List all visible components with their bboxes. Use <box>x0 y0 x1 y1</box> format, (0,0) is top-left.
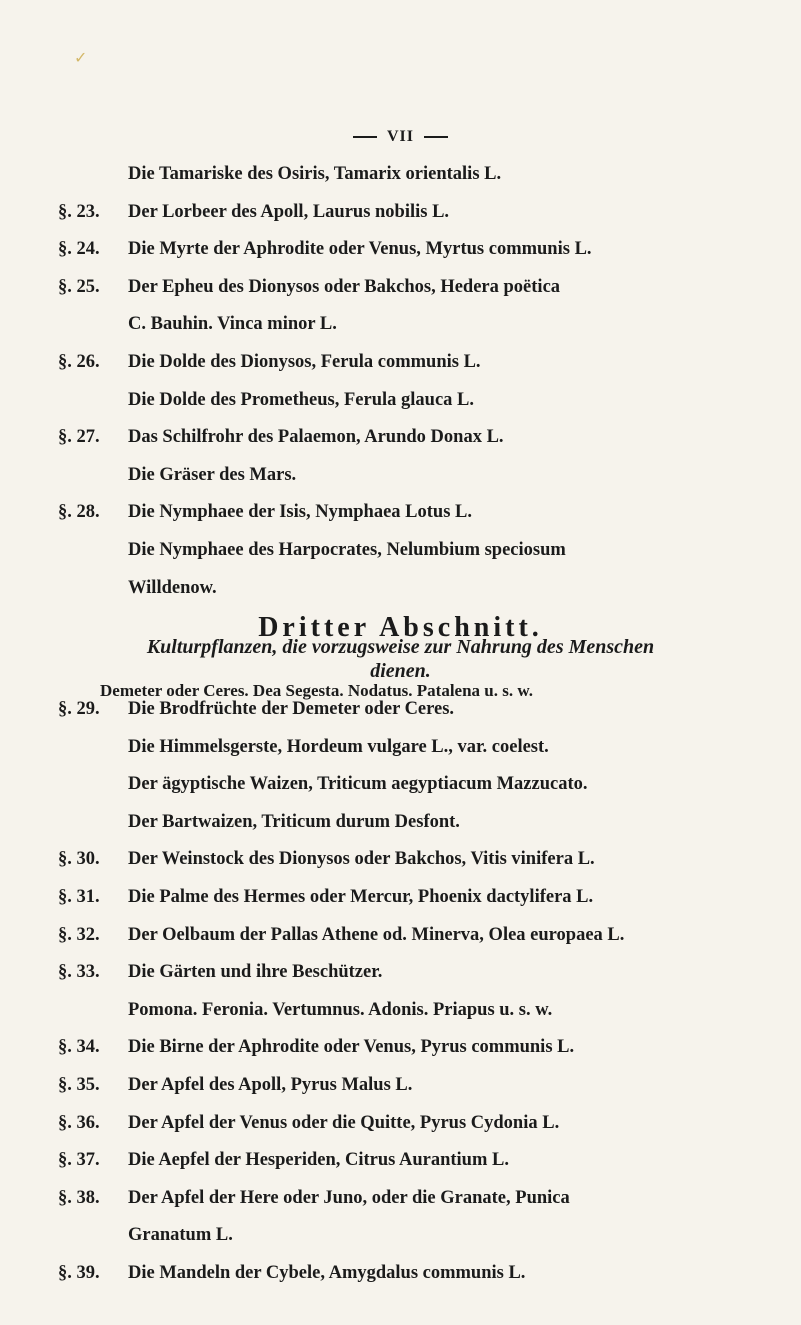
section-number: §. 34. <box>58 1037 100 1058</box>
entry-text: Der Apfel der Venus oder die Quitte, Pyrus Cydonia L. <box>128 1112 560 1133</box>
entry-text: Die Dolde des Prometheus, Ferula glauca L. <box>128 389 474 410</box>
section-number: §. 26. <box>58 352 100 372</box>
entry-text: Die Myrte der Aphrodite oder Venus, Myrtus communis L. <box>128 239 592 260</box>
section-number: §. 29. <box>58 699 100 719</box>
entry-text: Der Epheu des Dionysos oder Bakchos, Hedera poëtica <box>128 276 561 297</box>
section-number: §. 38. <box>58 1187 100 1208</box>
entry-text: Das Schilfrohr des Palaemon, Arundo Donax L. <box>128 427 504 448</box>
entry-text: Die Mandeln der Cybele, Amygdalus communis L. <box>128 1263 526 1283</box>
entry-text: Die Gärten und ihre Beschützer. <box>128 962 383 983</box>
entry-text: Der Apfel des Apoll, Pyrus Malus L. <box>128 1075 413 1095</box>
entry-text: Die Nymphaee der Isis, Nymphaea Lotus L. <box>128 502 472 523</box>
section-intro: Demeter oder Ceres. Dea Segesta. Nodatus. Patalena u. s. w. <box>100 681 533 700</box>
section-subheading: Kulturpflanzen, die vorzugsweise zur Nahrung des Menschen <box>146 636 655 658</box>
section-number: §. 32. <box>58 924 100 945</box>
entry-text: Pomona. Feronia. Vertumnus. Adonis. Priapus u. s. w. <box>128 999 553 1020</box>
entry-text: Der Lorbeer des Apoll, Laurus nobilis L. <box>128 201 450 222</box>
section-number: §. 23. <box>58 201 100 222</box>
entry-text: Die Brodfrüchte der Demeter oder Ceres. <box>128 699 455 719</box>
entry-text: Willdenow. <box>128 577 217 598</box>
section-number: §. 24. <box>58 239 100 260</box>
entry-text: Die Gräser des Mars. <box>128 464 297 485</box>
section-subheading: dienen. <box>370 660 431 682</box>
section-number: §. 30. <box>58 849 100 870</box>
check-mark-icon: ✓ <box>74 50 88 67</box>
section-heading: Dritter Abschnitt. <box>258 612 543 643</box>
entry-text: Die Aepfel der Hesperiden, Citrus Aurantium L. <box>128 1150 509 1171</box>
entry-text: Granatum L. <box>128 1225 233 1246</box>
section-number: §. 27. <box>58 427 100 448</box>
header-dash-right <box>424 136 448 138</box>
entry-text: C. Bauhin. Vinca minor L. <box>128 314 337 335</box>
entry-text: Der Bartwaizen, Triticum durum Desfont. <box>128 811 460 832</box>
section-number: §. 33. <box>58 962 100 983</box>
entry-text: Die Himmelsgerste, Hordeum vulgare L., var. coelest. <box>128 736 549 757</box>
entry-text: Der Apfel der Here oder Juno, oder die Granate, Punica <box>128 1187 570 1208</box>
section-number: §. 35. <box>58 1075 100 1095</box>
entry-text: Die Nymphaee des Harpocrates, Nelumbium speciosum <box>128 540 566 560</box>
entry-text: Der Oelbaum der Pallas Athene od. Minerva, Olea europaea L. <box>128 924 625 945</box>
section-number: §. 28. <box>58 502 100 523</box>
header-dash-left <box>353 136 377 138</box>
section-number: §. 31. <box>58 887 100 907</box>
entry-text: Die Palme des Hermes oder Mercur, Phoenix dactylifera L. <box>128 887 594 907</box>
section-number: §. 36. <box>58 1112 100 1133</box>
page-number: VII <box>386 128 414 145</box>
section-number: §. 25. <box>58 276 100 297</box>
entry-text: Die Dolde des Dionysos, Ferula communis L. <box>128 352 481 372</box>
entry-text: Der Weinstock des Dionysos oder Bakchos, Vitis vinifera L. <box>128 849 595 870</box>
section-number: §. 37. <box>58 1150 100 1171</box>
entry-text: Der ägyptische Waizen, Triticum aegyptiacum Mazzucato. <box>128 774 588 795</box>
section-number: §. 39. <box>58 1263 100 1283</box>
entry-text: Die Birne der Aphrodite oder Venus, Pyrus communis L. <box>128 1037 575 1058</box>
page-header <box>0 128 801 146</box>
entry-text: Die Tamariske des Osiris, Tamarix orientalis L. <box>128 164 502 184</box>
